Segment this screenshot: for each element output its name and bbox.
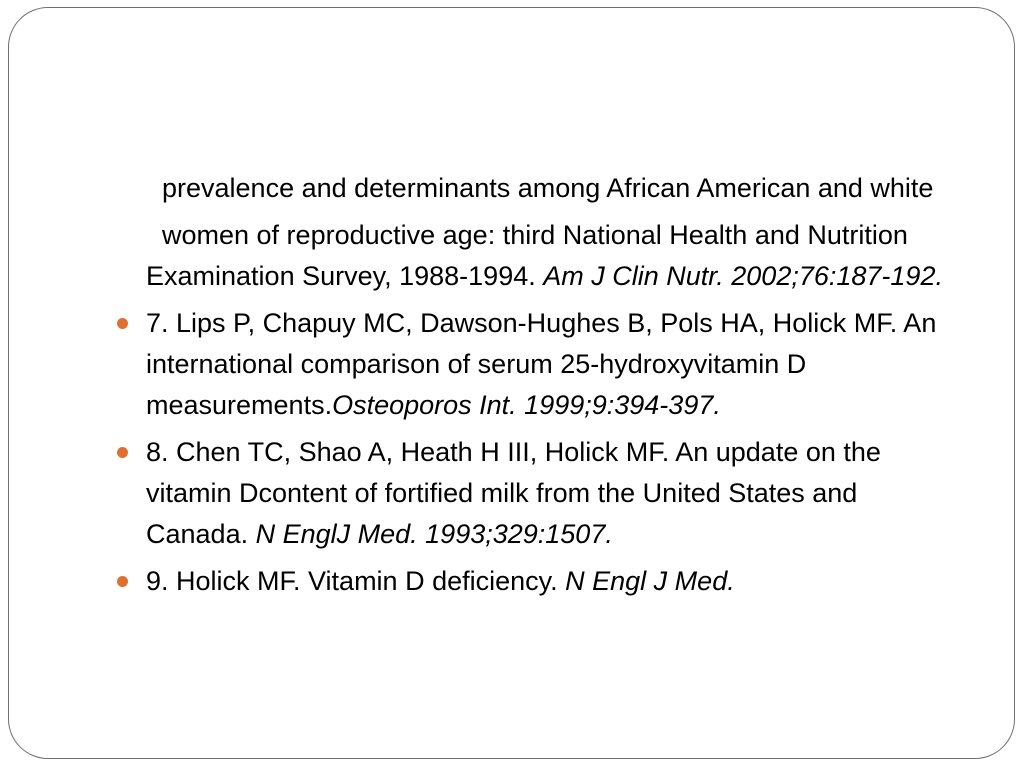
- bullet-icon: [117, 447, 128, 458]
- paragraph-text: prevalence and determinants among African American and white: [162, 173, 934, 203]
- reference-text: 7. Lips P, Chapuy MC, Dawson-Hughes B, Pols HA, Holick MF. An international comparison of serum 25-hydroxyvitamin D measurements.: [146, 308, 937, 420]
- journal-citation: Am J Clin Nutr. 2002;76:187-192.: [543, 261, 943, 291]
- paragraph-text: women of reproductive age: third National Health and Nutrition Examination Survey, 1988-1994.: [146, 220, 908, 291]
- journal-citation: Osteoporos Int. 1999;9:394-397.: [332, 390, 721, 420]
- slide-content: [146, 168, 946, 608]
- bullet-icon: [117, 318, 128, 329]
- bullet-icon: [117, 576, 128, 587]
- reference-text: 8. Chen TC, Shao A, Heath H III, Holick MF. An update on the vitamin Dcontent of fortified milk from the United States and Canada.: [146, 437, 881, 549]
- journal-citation: N Engl J Med.: [565, 566, 735, 596]
- reference-item: [146, 432, 946, 555]
- reference-item: [146, 561, 946, 602]
- reference-item: [146, 303, 946, 426]
- continuation-paragraph: [146, 168, 946, 209]
- continuation-paragraph: [146, 215, 946, 297]
- journal-citation: N EnglJ Med. 1993;329:1507.: [255, 519, 613, 549]
- reference-text: 9. Holick MF. Vitamin D deficiency.: [146, 566, 566, 596]
